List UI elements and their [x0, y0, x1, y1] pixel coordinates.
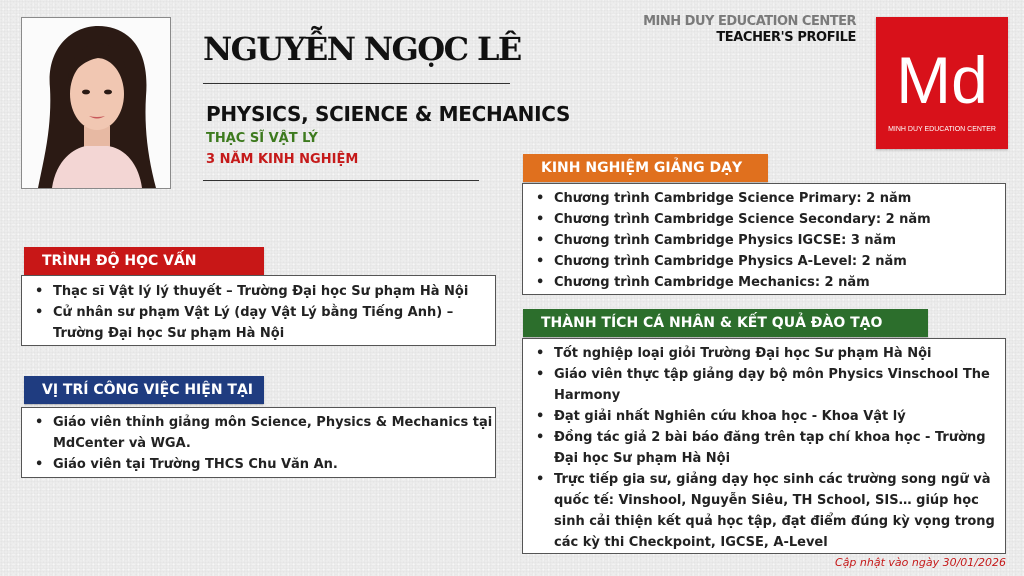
teaching-experience-header: KINH NGHIỆM GIẢNG DẠY: [523, 154, 768, 182]
achievements-header: THÀNH TÍCH CÁ NHÂN & KẾT QUẢ ĐÀO TẠO: [523, 309, 928, 337]
list-item: • Chương trình Cambridge Science Primary: 2 năm: [523, 188, 1005, 209]
profile-label: TEACHER'S PROFILE: [716, 30, 856, 45]
teaching-experience-box: [522, 183, 1006, 295]
list-item: • Chương trình Cambridge Mechanics: 2 năm: [523, 272, 1005, 293]
list-item: • Đồng tác giả 2 bài báo đăng trên tạp chí khoa học - Trường Đại học Sư phạm Hà Nội: [523, 427, 1005, 469]
teacher-degree: THẠC SĨ VẬT LÝ: [206, 131, 318, 146]
list-item: • Giáo viên thực tập giảng dạy bộ môn Physics Vinschool The Harmony: [523, 364, 1005, 406]
subtitle-divider: [203, 180, 479, 181]
list-item: • Giáo viên thỉnh giảng môn Science, Physics & Mechanics tại MdCenter và WGA.: [22, 412, 495, 454]
list-item: • Trực tiếp gia sư, giảng dạy học sinh các trường song ngữ và quốc tế: Vinshool, Nguyễn Siêu, TH School, SIS… giúp học sinh cải thiện kết quả học tập, đạt điểm đúng kỳ vọng trong các kỳ thi Checkpoint, IGCSE, A-Level: [523, 469, 1005, 553]
achievements-box: [522, 338, 1006, 554]
teacher-experience-years: 3 NĂM KINH NGHIỆM: [206, 152, 359, 167]
list-item: • Đạt giải nhất Nghiên cứu khoa học - Khoa Vật lý: [523, 406, 1005, 427]
svg-text:MINH DUY EDUCATION CENTER: MINH DUY EDUCATION CENTER: [888, 126, 996, 133]
teacher-portrait-icon: [22, 18, 170, 188]
list-item: • Tốt nghiệp loại giỏi Trường Đại học Sư phạm Hà Nội: [523, 343, 1005, 364]
md-logo-icon: [876, 17, 1008, 149]
education-list: [22, 281, 495, 344]
list-item: • Thạc sĩ Vật lý lý thuyết – Trường Đại học Sư phạm Hà Nội: [22, 281, 495, 302]
education-box: [21, 275, 496, 346]
name-divider: [203, 83, 510, 84]
center-logo: [876, 17, 1008, 149]
list-item: • Cử nhân sư phạm Vật Lý (dạy Vật Lý bằng Tiếng Anh) – Trường Đại học Sư phạm Hà Nội: [22, 302, 495, 344]
current-position-list: [22, 412, 495, 475]
list-item: • Giáo viên tại Trường THCS Chu Văn An.: [22, 454, 495, 475]
teacher-photo: [21, 17, 171, 189]
updated-date: Cập nhật vào ngày 30/01/2026: [835, 556, 1006, 569]
current-position-header: VỊ TRÍ CÔNG VIỆC HIỆN TẠI: [24, 376, 264, 404]
teacher-subject: PHYSICS, SCIENCE & MECHANICS: [206, 102, 571, 126]
list-item: • Chương trình Cambridge Physics IGCSE: 3 năm: [523, 230, 1005, 251]
center-name: MINH DUY EDUCATION CENTER: [643, 14, 856, 29]
teacher-name: NGUYỄN NGỌC LÊ: [203, 30, 521, 68]
current-position-box: [21, 407, 496, 478]
list-item: • Chương trình Cambridge Physics A-Level: 2 năm: [523, 251, 1005, 272]
svg-text:Md: Md: [896, 43, 988, 117]
list-item: • Chương trình Cambridge Science Secondary: 2 năm: [523, 209, 1005, 230]
education-header: TRÌNH ĐỘ HỌC VẤN: [24, 247, 264, 275]
teaching-experience-list: [523, 188, 1005, 293]
achievements-list: [523, 343, 1005, 553]
